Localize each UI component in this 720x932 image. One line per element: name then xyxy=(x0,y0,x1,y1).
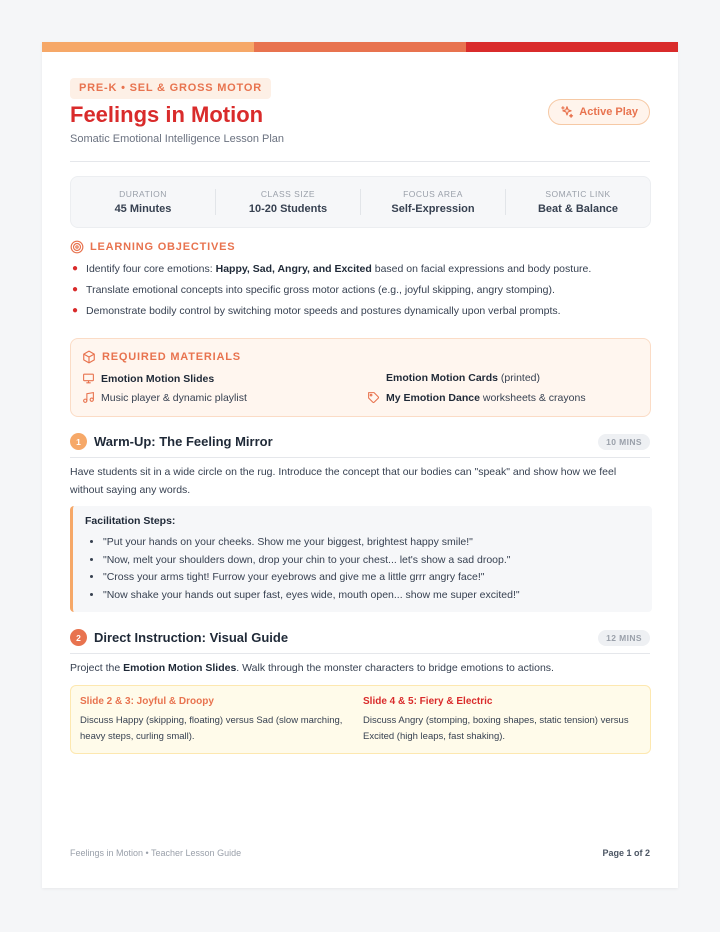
material-item: Emotion Motion Cards (printed) xyxy=(386,372,541,384)
box-icon xyxy=(82,350,96,364)
page-number: Page 1 of 2 xyxy=(602,848,650,858)
grade-badge: PRE-K • SEL & GROSS MOTOR xyxy=(70,78,271,99)
slide-card xyxy=(363,696,641,745)
page-title: Feelings in Motion xyxy=(70,102,264,127)
lesson-stats xyxy=(70,176,651,228)
footer-title: Feelings in Motion • Teacher Lesson Guide xyxy=(70,848,242,858)
target-icon xyxy=(70,240,84,254)
stat-class-size: CLASS SIZE 10-20 Students xyxy=(216,189,361,215)
slide-title: Slide 4 & 5: Fiery & Electric xyxy=(363,696,493,707)
presentation-icon xyxy=(82,372,95,385)
facilitation-title: Facilitation Steps: xyxy=(85,515,176,527)
materials-heading: REQUIRED MATERIALS xyxy=(82,350,241,364)
slide-guide-box xyxy=(70,685,651,754)
bullet-icon: ● xyxy=(72,263,79,274)
stat-focus-area: FOCUS AREA Self-Expression xyxy=(361,189,506,215)
bullet-icon: ● xyxy=(72,305,79,316)
active-play-pill xyxy=(548,99,650,125)
list-item: • "Put your hands on your cheeks. Show me your biggest, brightest happy smile!" xyxy=(103,534,520,552)
objectives-heading: LEARNING OBJECTIVES xyxy=(70,240,235,254)
slide-description: Discuss Angry (stomping, boxing shapes, static tension) versus Excited (high leaps, fast shaking). xyxy=(363,715,629,742)
instruction-duration-badge: 12 MINS xyxy=(598,630,650,646)
section-divider xyxy=(70,653,650,654)
top-accent-bar xyxy=(42,42,678,52)
step-number: 1 xyxy=(70,433,87,450)
warmup-duration-badge: 10 MINS xyxy=(598,434,650,450)
music-icon xyxy=(82,391,95,404)
slide-description: Discuss Happy (skipping, floating) versus Sad (slow marching, heavy steps, curling small). xyxy=(80,715,343,742)
lesson-page xyxy=(42,42,678,888)
objective-item: ● Translate emotional concepts into specific gross motor actions (e.g., joyful skipping, angry stomping). xyxy=(72,284,555,296)
page-subtitle: Somatic Emotional Intelligence Lesson Plan xyxy=(70,133,285,145)
list-item: • "Now, melt your shoulders down, drop your chin to your chest... let's show a sad droop." xyxy=(103,552,520,570)
instruction-intro: Project the Emotion Motion Slides. Walk through the monster characters to bridge emotions to actions. xyxy=(70,662,554,674)
list-item: • "Cross your arms tight! Furrow your eyebrows and give me a little grrr angry face!" xyxy=(103,569,520,587)
facilitation-list xyxy=(87,534,520,604)
slide-card xyxy=(80,696,352,745)
step-number: 2 xyxy=(70,629,87,646)
material-item: My Emotion Dance worksheets & crayons xyxy=(367,391,586,404)
bullet-icon: ● xyxy=(72,284,79,295)
objective-item: ● Identify four core emotions: Happy, Sad, Angry, and Excited based on facial expressions and body posture. xyxy=(72,263,592,275)
sparkles-icon xyxy=(560,105,574,119)
warmup-heading: 1 Warm-Up: The Feeling Mirror xyxy=(70,433,273,450)
facilitation-steps-box xyxy=(70,506,652,612)
header-divider xyxy=(70,161,650,162)
material-item: Music player & dynamic playlist xyxy=(82,391,247,404)
section-divider xyxy=(70,457,650,458)
tag-icon xyxy=(367,391,380,404)
list-item: • "Now shake your hands out super fast, eyes wide, mouth open... show me super excited!" xyxy=(103,587,520,605)
instruction-heading: 2 Direct Instruction: Visual Guide xyxy=(70,629,288,646)
pill-label: Active Play xyxy=(579,106,638,118)
warmup-intro: Have students sit in a wide circle on the rug. Introduce the concept that our bodies can "speak" and show how we feel without saying any words. xyxy=(70,466,617,496)
materials-box xyxy=(70,338,651,417)
stat-duration: DURATION 45 Minutes xyxy=(71,189,216,215)
slide-title: Slide 2 & 3: Joyful & Droopy xyxy=(80,696,214,707)
stat-somatic-link: SOMATIC LINK Beat & Balance xyxy=(537,189,619,215)
objective-item: ● Demonstrate bodily control by switching motor speeds and postures dynamically upon verbal prompts. xyxy=(72,305,561,317)
material-item: Emotion Motion Slides xyxy=(82,372,214,385)
